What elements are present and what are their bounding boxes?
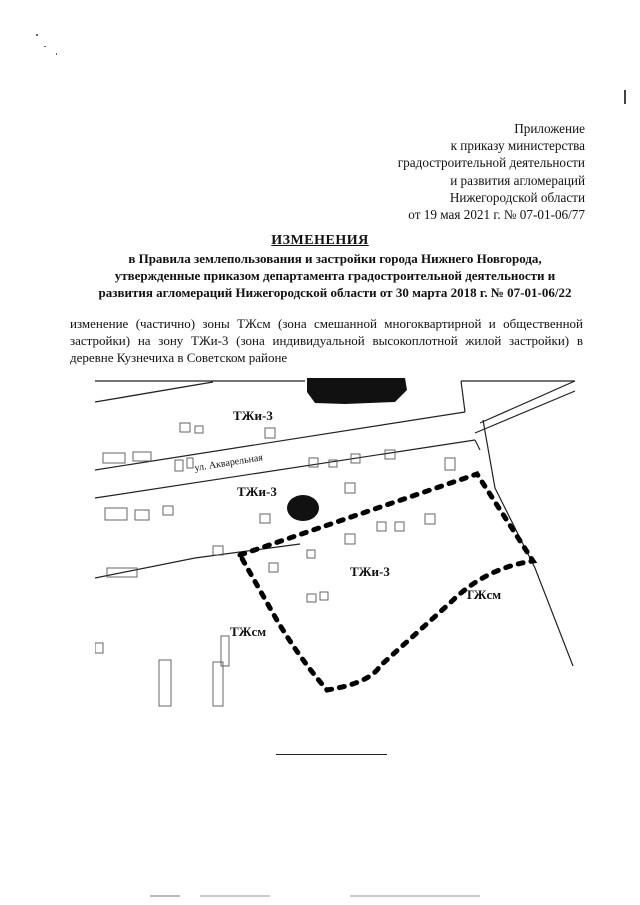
document-title: ИЗМЕНЕНИЯ (271, 233, 369, 248)
appendix-line: Нижегородской области (449, 189, 585, 205)
subtitle-line: утвержденные приказом департамента градостроительной деятельности и (114, 268, 556, 283)
signature-line (276, 754, 387, 755)
zone-boundary (240, 474, 533, 690)
map-label-street: ул. Акварельная (193, 452, 264, 474)
subtitle-line: в Правила землепользования и застройки города Нижнего Новгорода, (128, 251, 542, 266)
scan-speck (36, 34, 38, 36)
appendix-line: к приказу министерства (450, 138, 585, 154)
appendix-block (398, 120, 585, 223)
subtitle-line: развития агломераций Нижегородской области от 30 марта 2018 г. № 07-01-06/22 (98, 285, 572, 300)
appendix-line: Приложение (514, 121, 585, 136)
scan-speck (44, 46, 46, 47)
description-line: деревне Кузнечиха в Советском районе (70, 350, 288, 365)
zoning-map (95, 378, 585, 718)
description-line: изменение (частично) зоны ТЖсм (зона смешанной многоквартирной и общественной (70, 316, 583, 331)
building-block (307, 378, 407, 404)
zone-label-top-left: ТЖи-3 (233, 408, 273, 423)
zone-label-middle-left: ТЖи-3 (237, 484, 277, 499)
description-line: застройки) на зону ТЖи-3 (зона индивидуальной высокоплотной жилой застройки) в (70, 333, 583, 348)
road-corridor (461, 381, 575, 666)
building-outlines (95, 423, 455, 706)
zone-label-right: ТЖсм (465, 587, 502, 602)
footer-scan-marks (150, 893, 550, 899)
street-band (95, 412, 475, 498)
appendix-line: и развития агломераций (450, 172, 585, 188)
scan-speck (56, 53, 57, 55)
zone-label-inside: ТЖи-3 (350, 564, 390, 579)
zone-label-lower-left: ТЖсм (230, 624, 267, 639)
appendix-line: градостроительной деятельности (397, 155, 585, 171)
building-block (287, 495, 319, 521)
land-line (95, 544, 300, 578)
appendix-line: от 19 мая 2021 г. № 07-01-06/77 (408, 207, 585, 223)
scan-speck (624, 90, 626, 104)
document-subtitle (55, 250, 615, 301)
change-description (70, 315, 583, 366)
